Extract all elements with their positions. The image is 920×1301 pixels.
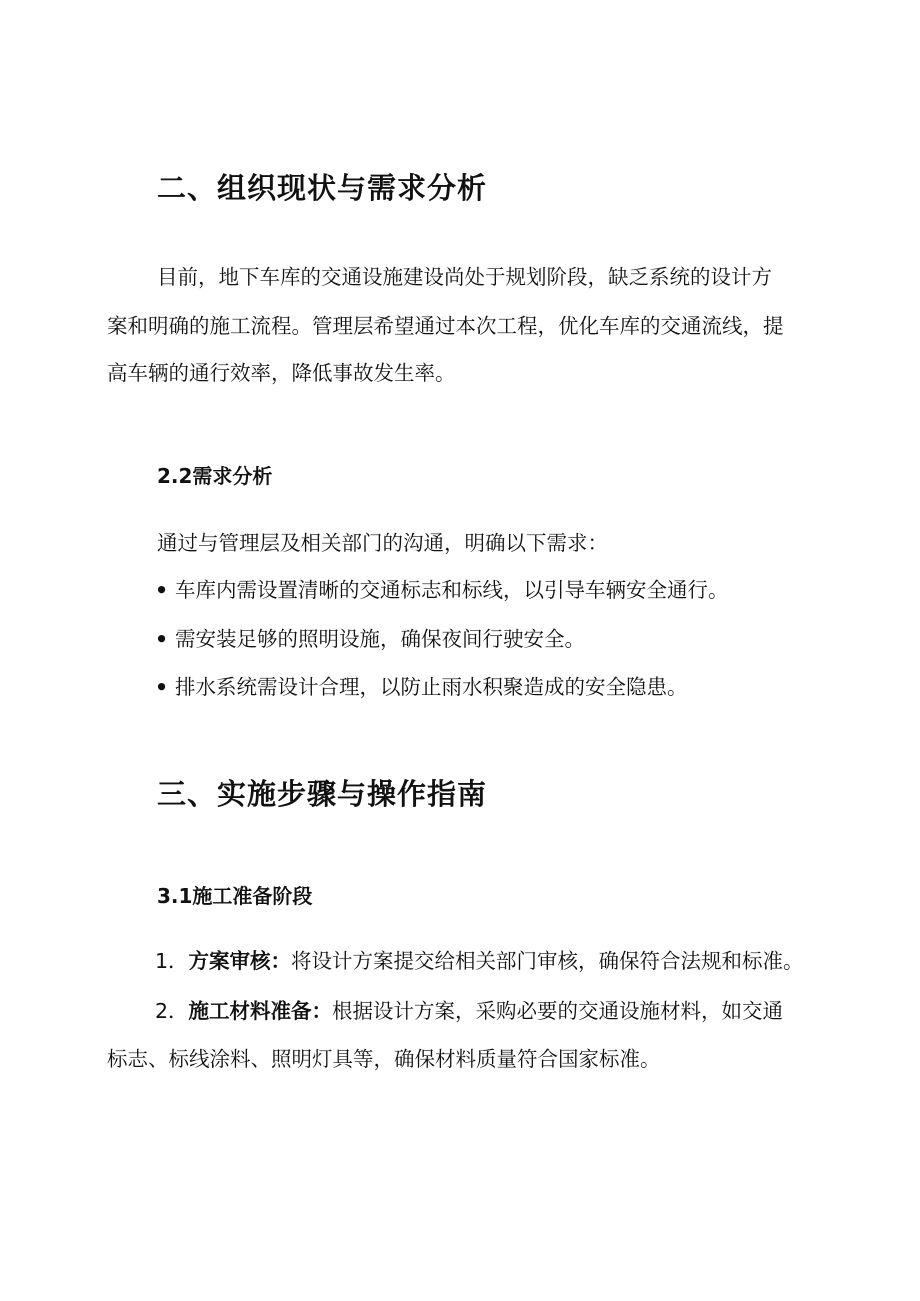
section-3-heading: 三、实施步骤与操作指南 xyxy=(157,777,488,811)
list-item xyxy=(155,622,585,652)
requirements-lead: 通过与管理层及相关部门的沟通，明确以下需求： xyxy=(157,531,608,555)
intro-line-1: 目前，地下车库的交通设施建设尚处于规划阶段，缺乏系统的设计方 xyxy=(157,265,772,289)
intro-line-2: 案和明确的施工流程。管理层希望通过本次工程，优化车库的交通流线，提 xyxy=(107,314,784,338)
step-number: 2． xyxy=(155,999,189,1023)
bullet-icon: • xyxy=(155,675,169,699)
section-2-heading: 二、组织现状与需求分析 xyxy=(157,171,488,205)
list-item xyxy=(155,670,688,700)
list-item-text: 排水系统需设计合理，以防止雨水积聚造成的安全隐患。 xyxy=(175,675,688,699)
bullet-icon: • xyxy=(155,627,169,651)
step-text: 将设计方案提交给相关部门审核，确保符合法规和标准。 xyxy=(291,949,804,973)
bullet-icon: • xyxy=(155,578,169,602)
step-title: 方案审核： xyxy=(188,949,292,973)
step-text: 根据设计方案，采购必要的交通设施材料，如交通 xyxy=(332,999,784,1023)
list-item xyxy=(155,573,729,603)
list-item-text: 车库内需设置清晰的交通标志和标线，以引导车辆安全通行。 xyxy=(175,578,729,602)
intro-line-3: 高车辆的通行效率，降低事故发生率。 xyxy=(107,361,456,385)
subsection-3-1-heading: 3.1施工准备阶段 xyxy=(157,884,313,908)
list-item-text: 需安装足够的照明设施，确保夜间行驶安全。 xyxy=(175,627,585,651)
subsection-2-2-heading: 2.2需求分析 xyxy=(157,464,273,488)
step-title: 施工材料准备： xyxy=(188,999,333,1023)
step-item xyxy=(155,944,804,974)
step-item xyxy=(155,994,783,1024)
step-text-continuation: 标志、标线涂料、照明灯具等，确保材料质量符合国家标准。 xyxy=(107,1047,661,1071)
step-number: 1． xyxy=(155,949,189,973)
